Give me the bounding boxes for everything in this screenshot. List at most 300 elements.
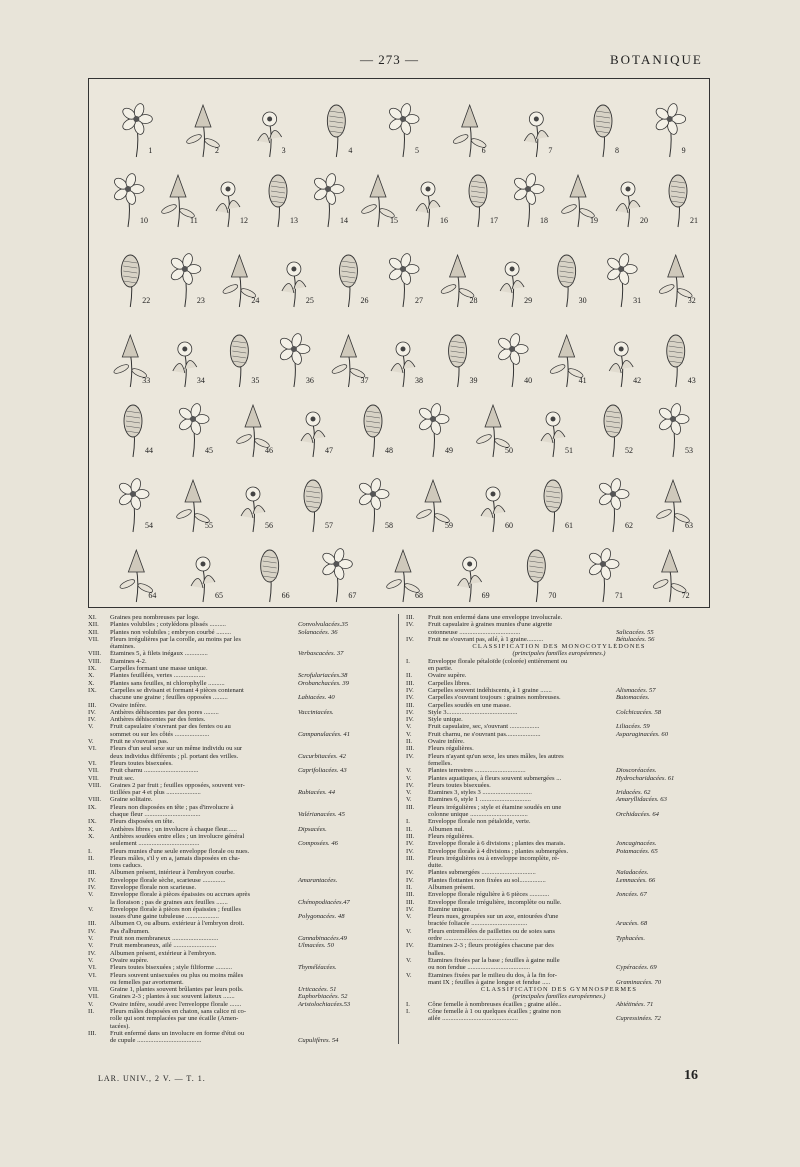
rank-numeral: V.: [88, 738, 94, 746]
classification-row: [88, 833, 394, 840]
rank-numeral: III.: [406, 701, 415, 709]
rank-numeral: VI.: [88, 964, 97, 972]
key-text: cotonneuse .....................................: [428, 628, 521, 636]
rank-numeral: VII.: [88, 986, 99, 994]
classification-row: [406, 1008, 712, 1015]
classification-row: [406, 687, 712, 694]
key-text: Fruit charnu .................................: [110, 767, 199, 775]
classification-row: [406, 745, 712, 752]
family-name: Dioscoréacées.: [616, 767, 657, 775]
specimen-number: 24: [251, 296, 260, 305]
rank-numeral: V.: [88, 1000, 94, 1008]
rank-numeral: VII.: [88, 774, 99, 782]
rank-numeral: XI.: [88, 614, 97, 621]
classification-row: [88, 672, 394, 679]
classification-row: [406, 833, 712, 840]
rank-numeral: V.: [406, 730, 412, 738]
key-text: Ovaire infère.: [110, 701, 147, 709]
key-text: colonne unique ...................................: [428, 811, 528, 819]
classification-row: [88, 855, 394, 862]
rank-numeral: III.: [406, 745, 415, 753]
family-name: Potamacées. 65: [616, 847, 658, 855]
key-text: Plantes volubiles ; cotylédons plissés ..........: [110, 621, 226, 629]
family-name: Cypéracées. 69: [616, 964, 657, 972]
classification-row: [88, 629, 394, 636]
classification-row: [88, 1037, 394, 1044]
rank-numeral: IV.: [406, 752, 414, 760]
classification-row: [88, 913, 394, 920]
rank-numeral: III.: [406, 854, 415, 862]
key-text: Étamines 5, à filets inégaux ..............: [110, 650, 208, 658]
family-name: Solanacées. 36: [298, 628, 338, 636]
page-number: — 273 —: [360, 52, 419, 67]
classification-row: [406, 650, 712, 657]
rank-numeral: V.: [406, 927, 412, 935]
specimen-number: 56: [265, 521, 273, 530]
classification-row: [88, 862, 394, 869]
classification-row: [88, 643, 394, 650]
specimen-number: 17: [490, 216, 498, 225]
specimen-number: 35: [251, 376, 260, 385]
key-text: ordre .............................................: [428, 935, 518, 943]
specimen-drawing: [458, 557, 482, 602]
key-text: Anthères soudées entre elles ; un involucre général: [110, 832, 245, 840]
rank-numeral: V.: [406, 913, 412, 921]
key-text: Plantes aquatiques, à fleurs souvent submergées ...: [428, 774, 562, 782]
classification-row: [406, 877, 712, 884]
classification-row: [88, 796, 394, 803]
rank-numeral: X.: [88, 679, 95, 687]
specimen-drawing: [241, 487, 265, 532]
key-text: tons caducs.: [110, 862, 143, 870]
classification-row: [88, 884, 394, 891]
classification-row: [88, 745, 394, 752]
key-text: mant IX ; feuilles à gaine longue et fendue .....: [428, 978, 551, 986]
key-text: Carpelles se divisant et formant 4 pièces contenant: [110, 686, 244, 694]
key-text: Style unique.: [428, 716, 463, 724]
specimen-drawing: [282, 262, 306, 307]
classification-row: [88, 680, 394, 687]
classification-row: [88, 877, 394, 884]
rank-numeral: XII.: [88, 621, 99, 629]
specimen-number: 55: [205, 521, 213, 530]
family-name: Campanulacées. 41: [298, 730, 351, 738]
classification-row: [88, 979, 394, 986]
specimen-drawing: [301, 412, 325, 457]
classification-row: [88, 891, 394, 898]
specimen-number: 20: [640, 216, 648, 225]
classification-row: [406, 899, 712, 906]
family-name: Cupulifères. 54: [298, 1037, 339, 1045]
key-text: Enveloppe florale non scarieuse.: [110, 883, 197, 891]
family-name: Caprifoliacées. 43: [298, 767, 347, 775]
specimen-number: 45: [205, 446, 213, 455]
key-text: tacées).: [110, 1022, 130, 1030]
key-text: Graines peu nombreuses par loge.: [110, 614, 200, 621]
rank-numeral: III.: [406, 679, 415, 687]
specimen-number: 15: [390, 216, 398, 225]
classification-row: [406, 811, 712, 818]
family-name: Rubiacées. 44: [298, 789, 335, 797]
rank-numeral: IV.: [406, 708, 414, 716]
specimen-number: 54: [145, 521, 153, 530]
family-name: Ulmacées. 50: [298, 942, 334, 950]
classification-row: [88, 702, 394, 709]
rank-numeral: III.: [88, 920, 97, 928]
specimen-drawing: [258, 112, 282, 157]
specimen-number: 40: [524, 376, 533, 385]
classification-row: [88, 694, 394, 701]
key-text: rolle qui sont remplacées par une écaille (Amen-: [110, 1015, 239, 1023]
rank-numeral: III.: [406, 803, 415, 811]
rank-numeral: X.: [88, 832, 95, 840]
specimen-number: 2: [215, 146, 219, 155]
rank-numeral: VIII.: [88, 657, 101, 665]
specimen-number: 57: [325, 521, 333, 530]
classification-row: [406, 826, 712, 833]
key-text: Albumen présent, intérieur à l'embryon courbe.: [110, 869, 235, 877]
sheet-number: 16: [684, 1068, 698, 1083]
family-name: Thyméléacées.: [298, 964, 337, 972]
classification-row: [406, 818, 712, 825]
specimen-drawing: [416, 182, 440, 227]
specimen-drawing: [524, 112, 548, 157]
key-text: Fleurs irrégulières ; style et étamine soudés en une: [428, 803, 562, 811]
key-text: duite.: [428, 862, 443, 870]
rank-numeral: IV.: [406, 942, 414, 950]
specimen-number: 53: [685, 446, 693, 455]
classification-row: [406, 775, 712, 782]
key-text: Fruit sec.: [110, 774, 135, 782]
key-text: Fruit ne s'ouvrant pas, ailé, à 1 graine..........: [428, 635, 544, 643]
key-text: Anthères déhiscentes par des fentes.: [110, 716, 206, 724]
rank-numeral: IV.: [406, 905, 414, 913]
key-text: Carpelles libres.: [428, 679, 471, 687]
classification-row: [88, 767, 394, 774]
key-text: sommet ou sur les côtés .....................: [110, 730, 210, 738]
rank-numeral: VI.: [88, 971, 97, 979]
classification-row: [406, 767, 712, 774]
classification-row: [406, 753, 712, 760]
key-text: bractée foliacée ..................................: [428, 920, 528, 928]
classification-row: [88, 840, 394, 847]
page-footer: [0, 1060, 800, 1083]
specimen-number: 36: [305, 376, 314, 385]
rank-numeral: I.: [406, 657, 410, 665]
classification-row: [406, 855, 712, 862]
specimen-number: 31: [633, 296, 642, 305]
classification-row: [406, 986, 712, 993]
specimen-drawing: [604, 405, 622, 457]
key-text: Étamine unique.: [428, 905, 472, 913]
family-name: Aristolochiacées.53: [298, 1000, 351, 1008]
classification-row: [406, 621, 712, 628]
classification-row: [406, 643, 712, 650]
classification-row: [406, 694, 712, 701]
classification-row: [406, 782, 712, 789]
key-text: ou femelles par avortement.: [110, 978, 184, 986]
specimen-number: 67: [348, 591, 357, 600]
key-text: Plantes flottantes non fixées au sol................: [428, 876, 546, 884]
classification-text: [88, 614, 708, 1044]
rank-numeral: II.: [406, 825, 413, 833]
family-name: Typhacées.: [616, 935, 645, 943]
specimen-drawing: [527, 550, 545, 602]
family-name: Lemnacées. 66: [616, 876, 656, 884]
specimen-number: 60: [505, 521, 513, 530]
classification-row: [406, 862, 712, 869]
classification-subheading: (principales familles européennes.): [512, 993, 606, 1001]
classification-row: [406, 629, 712, 636]
specimen-number: 18: [540, 216, 548, 225]
classification-row: [406, 665, 712, 672]
rank-numeral: III.: [88, 701, 97, 709]
specimen-number: 65: [215, 591, 223, 600]
classification-row: [406, 796, 712, 803]
key-text: Enveloppe florale à 6 divisions ; plantes des marais.: [428, 840, 566, 848]
classification-row: [88, 775, 394, 782]
classification-row: [406, 680, 712, 687]
specimen-number: 59: [445, 521, 453, 530]
classification-row: [88, 950, 394, 957]
key-text: Ovaire infère, soudé avec l'enveloppe florale .......: [110, 1000, 242, 1008]
specimen-drawing: [667, 335, 685, 387]
key-text: Enveloppe florale à pièces épaissies ou accrues après: [110, 891, 251, 899]
key-text: Fleurs non disposées en tête ; pas d'involucre à: [110, 803, 234, 811]
key-text: Fruit capsulaire, sec, s'ouvrant ..................: [428, 723, 540, 731]
rank-numeral: IV.: [88, 708, 96, 716]
specimen-number: 71: [615, 591, 623, 600]
key-text: Fleurs toutes bisexuées.: [110, 759, 173, 767]
family-name: Orchidacées. 64: [616, 811, 659, 819]
specimen-number: 25: [305, 296, 314, 305]
rank-numeral: VIII.: [88, 796, 101, 804]
specimen-number: 68: [415, 591, 423, 600]
specimen-number: 51: [565, 446, 573, 455]
family-name: Verbascacées. 37: [298, 650, 344, 658]
classification-row: [406, 957, 712, 964]
family-name: Amarantacées.: [298, 876, 338, 884]
key-text: Anthères déhiscentes par des pores .........: [110, 708, 219, 716]
rank-numeral: IV.: [88, 883, 96, 891]
classification-row: [406, 1001, 712, 1008]
key-text: Fleurs nues, groupées sur un axe, entourées d'une: [428, 913, 559, 921]
family-name: Valérianacées. 45: [298, 811, 345, 819]
classification-row: [88, 826, 394, 833]
rank-numeral: IV.: [406, 781, 414, 789]
key-text: chaque fleur ..................................: [110, 811, 201, 819]
classification-row: [88, 760, 394, 767]
specimen-drawing: [124, 405, 142, 457]
specimen-drawing: [558, 255, 576, 307]
rank-numeral: I.: [406, 818, 410, 826]
specimen-number: 39: [469, 376, 478, 385]
rank-numeral: VIII.: [88, 650, 101, 658]
rank-numeral: I.: [406, 1008, 410, 1016]
key-text: Ovaire supère.: [428, 672, 467, 680]
rank-numeral: IV.: [88, 927, 96, 935]
family-name: Aracées. 68: [616, 920, 648, 928]
key-text: chacune une graine ; feuilles opposées .........: [110, 694, 228, 702]
classification-row: [88, 1001, 394, 1008]
key-text: Fruit capsulaire s'ouvrant par des fentes ou au: [110, 723, 231, 731]
classification-row: [406, 636, 712, 643]
family-name: Vacciniacées.: [298, 708, 334, 716]
key-text: Plantes non volubiles ; embryon courbé .........: [110, 628, 232, 636]
classification-subheading: (principales familles européennes.): [512, 650, 606, 658]
key-text: Fleurs souvent unisexuées ou plus ou moins mâles: [110, 971, 244, 979]
classification-row: [406, 935, 712, 942]
specimen-drawing: [500, 262, 524, 307]
specimen-drawing: [541, 412, 565, 457]
classification-row: [88, 1023, 394, 1030]
key-text: Fruit non enfermé dans une enveloppe involucrale.: [428, 614, 563, 621]
key-text: Carpelles soudés en une masse.: [428, 701, 511, 709]
rank-numeral: II.: [406, 883, 413, 891]
section-title: BOTANIQUE: [610, 52, 703, 67]
rank-numeral: V.: [406, 767, 412, 775]
rank-numeral: II.: [406, 738, 413, 746]
specimen-number: 61: [565, 521, 573, 530]
key-text: Enveloppe florale régulière à 6 pièces ............: [428, 891, 550, 899]
specimen-drawing: [216, 182, 240, 227]
specimen-number: 42: [633, 376, 642, 385]
specimen-number: 28: [469, 296, 478, 305]
classification-row: [406, 920, 712, 927]
key-text: Étamines 2-3 ; fleurs protégées chacune par des: [428, 942, 554, 950]
specimen-number: 32: [687, 296, 696, 305]
specimen-drawing: [304, 480, 322, 532]
family-name: Naïadacées.: [616, 869, 649, 877]
specimen-drawing: [269, 175, 287, 227]
classification-row: [88, 614, 394, 621]
rank-numeral: II.: [406, 672, 413, 680]
specimen-number: 10: [140, 216, 148, 225]
rank-numeral: IV.: [406, 876, 414, 884]
specimen-number: 27: [415, 296, 423, 305]
key-text: Étamines 4-2.: [110, 657, 147, 665]
classification-row: [406, 869, 712, 876]
right-column: [406, 614, 712, 1023]
specimen-number: 3: [281, 146, 286, 155]
specimen-drawing: [609, 342, 633, 387]
classification-row: [88, 753, 394, 760]
rank-numeral: III.: [88, 869, 97, 877]
key-text: Carpelles formant une masse unique.: [110, 665, 208, 673]
key-text: Fleurs toutes bisexuées.: [428, 781, 491, 789]
classification-row: [88, 789, 394, 796]
classification-row: [406, 723, 712, 730]
key-text: de cupule .......................................: [110, 1037, 202, 1045]
specimen-number: 23: [196, 296, 205, 305]
classification-row: [406, 891, 712, 898]
rank-numeral: VI.: [88, 745, 97, 753]
family-name: Butomacées.: [616, 694, 650, 702]
family-name: Orobanchacées. 39: [298, 679, 350, 687]
key-text: Fleurs n'ayant qu'un sexe, les unes mâles, les autres: [428, 752, 564, 760]
key-text: Enveloppe florale pétaloïde (colorée) entièrement ou: [428, 657, 568, 665]
rank-numeral: I.: [88, 847, 92, 855]
specimen-number: 37: [360, 376, 369, 385]
rank-numeral: V.: [406, 796, 412, 804]
family-name: Convolvulacées.35: [298, 621, 348, 629]
key-text: Fleurs d'un seul sexe sur un même individu ou sur: [110, 745, 243, 753]
classification-row: [406, 789, 712, 796]
key-text: Fleurs disposées en tête.: [110, 818, 175, 826]
classification-row: [406, 731, 712, 738]
rank-numeral: IV.: [406, 635, 414, 643]
key-text: Enveloppe florale à 4 divisions ; plantes submergées.: [428, 847, 569, 855]
family-name: Scrofulariacées.38: [298, 672, 348, 680]
classification-row: [88, 723, 394, 730]
rank-numeral: V.: [88, 942, 94, 950]
key-text: ou non fendue ......................................: [428, 964, 531, 972]
key-text: deux individus différents ; pl. portant des vrilles.: [110, 752, 239, 760]
classification-row: [88, 993, 394, 1000]
rank-numeral: VII.: [88, 767, 99, 775]
key-text: la floraison ; pas de graines aux feuilles .......: [110, 898, 228, 906]
key-text: Albumen présent, extérieur à l'embryon.: [110, 949, 217, 957]
key-text: Graine 1, plantes souvent brûlantes par leurs poils.: [110, 986, 244, 994]
classification-row: [406, 928, 712, 935]
family-name: Composées. 46: [298, 840, 338, 848]
key-text: Enveloppe florale irrégulière, incomplète ou nulle.: [428, 898, 562, 906]
specimen-drawing: [339, 255, 357, 307]
key-text: Albumen présent.: [428, 883, 475, 891]
specimen-drawing: [669, 175, 687, 227]
classification-heading: CLASSIFICATION DES MONOCOTYLÉDONES: [472, 643, 646, 651]
classification-row: [88, 928, 394, 935]
key-text: balles.: [428, 949, 446, 957]
classification-row: [406, 760, 712, 767]
family-name: Cupressinées. 72: [616, 1015, 661, 1023]
family-name: Bétulacées. 56: [616, 635, 655, 643]
rank-numeral: IX.: [88, 818, 97, 826]
classification-row: [406, 804, 712, 811]
classification-row: [88, 1015, 394, 1022]
classification-row: [406, 702, 712, 709]
rank-numeral: V.: [406, 971, 412, 979]
key-text: étamines.: [110, 643, 136, 651]
specimen-drawing: [191, 557, 215, 602]
rank-numeral: IX.: [88, 686, 97, 694]
specimen-number: 43: [687, 376, 696, 385]
rank-numeral: X.: [88, 672, 95, 680]
key-text: Fleurs munies d'une seule enveloppe florale ou nues.: [110, 847, 250, 855]
key-text: femelles.: [428, 759, 452, 767]
rank-numeral: IV.: [406, 716, 414, 724]
classification-row: [406, 738, 712, 745]
key-text: Ovaire supère.: [110, 956, 149, 964]
rank-numeral: IV.: [406, 686, 414, 694]
footer-reference: LAR. UNIV., 2 V. — T. 1.: [98, 1074, 206, 1083]
specimen-drawing: [391, 342, 415, 387]
classification-row: [88, 1008, 394, 1015]
classification-row: [406, 979, 712, 986]
family-name: Colchicacées. 58: [616, 708, 662, 716]
key-text: ticillées par 4 et plus .....................: [110, 789, 201, 797]
rank-numeral: IV.: [88, 949, 96, 957]
key-text: Fleurs régulières.: [428, 745, 474, 753]
classification-row: [406, 1015, 712, 1022]
key-text: Étamines fixées par la base ; feuilles à gaine nulle: [428, 956, 560, 964]
specimen-number: 38: [415, 376, 423, 385]
family-name: Salicacées. 55: [616, 628, 654, 636]
key-text: Ovaire infère.: [428, 738, 465, 746]
specimen-number: 41: [578, 376, 587, 385]
classification-row: [406, 884, 712, 891]
classification-row: [406, 993, 712, 1000]
